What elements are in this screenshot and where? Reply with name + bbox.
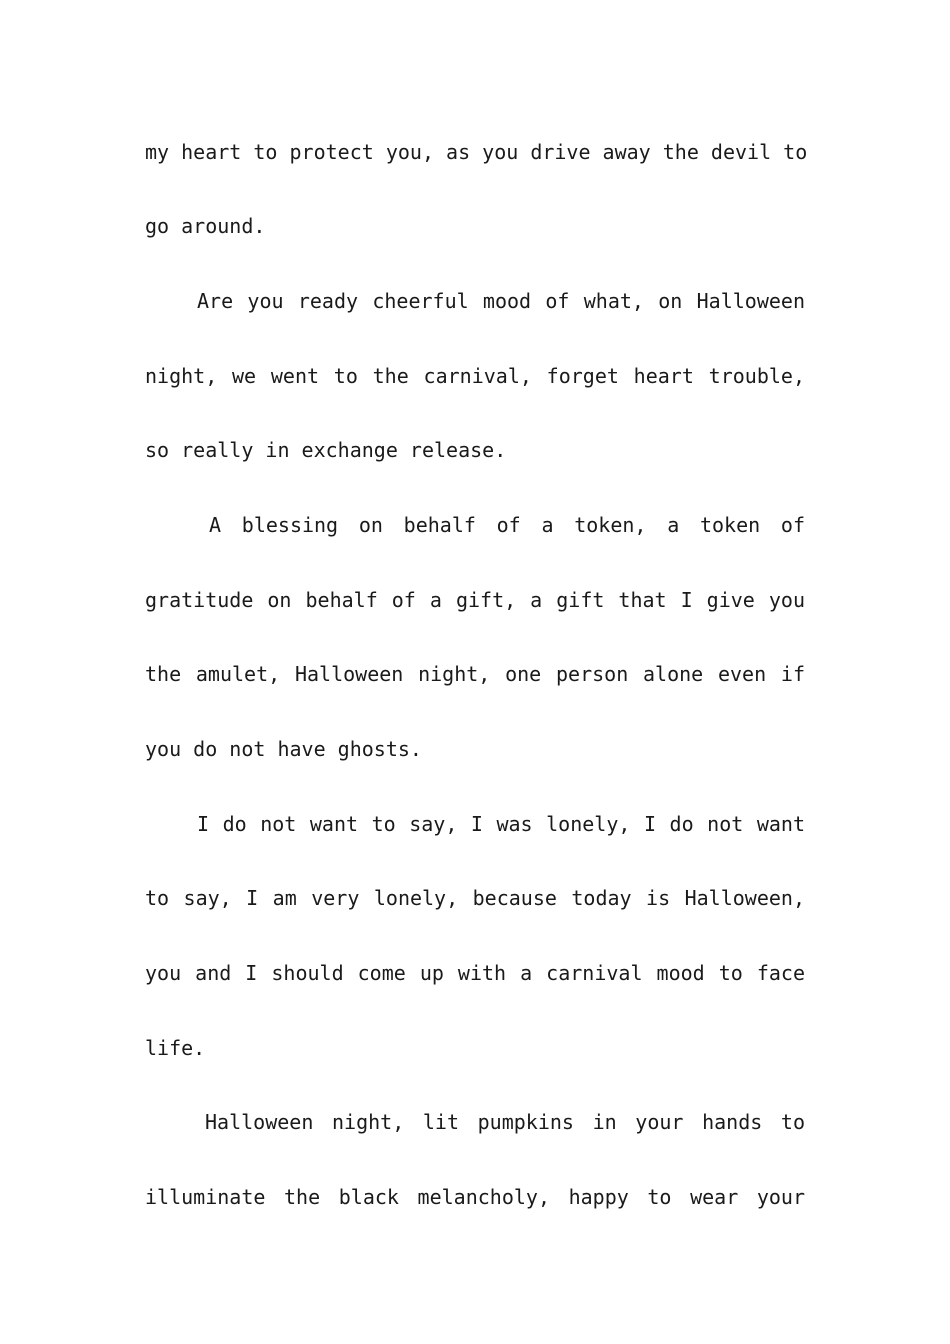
text-line: so really in exchange release. (145, 438, 507, 462)
text-line: illuminate the black melancholy, happy to wear your (145, 1185, 805, 1209)
text-line: life. (145, 1036, 206, 1060)
text-line: the amulet, Halloween night, one person alone even if (145, 662, 805, 686)
paragraph-first-line: Halloween night, lit pumpkins in your hands to (205, 1110, 805, 1134)
text-line: my heart to protect you, as you drive away the devil to (145, 140, 808, 164)
text-line: you and I should come up with a carnival mood to face (145, 961, 805, 985)
text-line: you do not have ghosts. (145, 737, 422, 761)
text-line: to say, I am very lonely, because today is Halloween, (145, 886, 805, 910)
text-line: gratitude on behalf of a gift, a gift that I give you (145, 588, 805, 612)
text-line: night, we went to the carnival, forget heart trouble, (145, 364, 805, 388)
paragraph-first-line: A blessing on behalf of a token, a token of (209, 513, 805, 537)
text-line: go around. (145, 214, 266, 238)
paragraph-first-line: I do not want to say, I was lonely, I do not want (197, 812, 805, 836)
paragraph-first-line: Are you ready cheerful mood of what, on Halloween (197, 289, 805, 313)
